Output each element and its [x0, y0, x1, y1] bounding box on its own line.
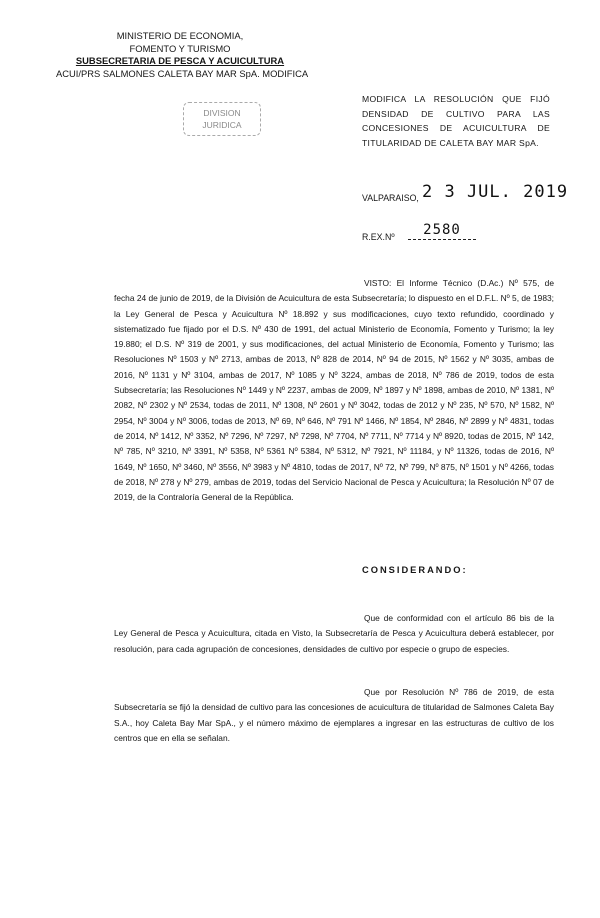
place-label: VALPARAISO, — [362, 193, 419, 203]
considerando-paragraph-1: Que de conformidad con el artículo 86 bis de la Ley General de Pesca y Acuicultura, citada en Visto, la Subsecretaría de Pesca y Acuicultura deberá establecer, por resolución, para cada agrupación de concesiones, densidades de cultivo por especie o grupo de especies. — [114, 613, 554, 654]
ministry-name: MINISTERIO DE ECONOMIA, — [116, 30, 244, 41]
date-stamp: 2 3 JUL. 2019 — [422, 182, 569, 202]
rex-label: R.EX.Nº — [362, 232, 395, 242]
considerando-paragraph-2: Que por Resolución Nº 786 de 2019, de esta Subsecretaría se fijó la densidad de cultivo para las concesiones de acuicultura de titularidad de Salmones Caleta Bay S.A., hoy Caleta Bay Mar SpA., y el número máximo de ejemplares a ingresar en las estructuras de cultivo de los centros que en ella se señalan. — [114, 687, 554, 743]
subsecretaria-name: SUBSECRETARIA DE PESCA Y ACUICULTURA — [75, 55, 285, 66]
stamp-line-2: JURIDICA — [202, 120, 242, 130]
resolution-title: MODIFICA LA RESOLUCIÓN QUE FIJÓ DENSIDAD DE CULTIVO PARA LAS CONCESIONES DE ACUICULTURA DE TITULARIDAD DE CALETA BAY MAR SpA. — [362, 94, 550, 148]
stamp-line-1: DIVISION — [203, 108, 241, 118]
reference-code: ACUI/PRS SALMONES CALETA BAY MAR SpA. MODIFICA — [56, 67, 309, 79]
division-juridica-stamp — [183, 102, 261, 150]
rex-number: 2580 — [408, 222, 476, 240]
considerando-heading: CONSIDERANDO: — [362, 565, 468, 575]
letterhead — [56, 30, 309, 80]
ministry-subtitle: FOMENTO Y TURISMO — [129, 42, 231, 54]
visto-paragraph: VISTO: El Informe Técnico (D.Ac.) Nº 575, de fecha 24 de junio de 2019, de la División de Acuicultura de esta Subsecretaría; lo dispuesto en el D.F.L. Nº 5, de 1983; la Ley General de Pesca y Acuicultura Nº 18.892 y sus modificaciones, cuyo texto refundido, coordinado y sistematizado fue fijado por el D.S. Nº 430 de 1991, del actual Ministerio de Economía, Fomento y Turismo; la ley 19.880; el D.S. Nº 319 de 2001, y sus modificaciones, del actual Ministerio de Economía, Fomento y Turismo; las Resoluciones Nº 1503 y Nº 2713, ambas de 2013, Nº 828 de 2014, Nº 94 de 2015, Nº 1562 y Nº 3035, ambas de 2016, Nº 1131 y Nº 3104, ambas de 2017, Nº 1085 y Nº 3224, ambas de 2018, Nº 786 de 2019, todos de esta Subsecretaría; las Resoluciones Nº 1449 y Nº 2237, ambas de 2009, Nº 1897 y Nº 1898, ambas de 2010, Nº 1381, Nº 2082, Nº 2302 y Nº 2534, todas de 2011, Nº 1308, Nº 2601 y Nº 3042, todas de 2012 y Nº 235, Nº 570, Nº 1582, Nº 2954, Nº 3004 y Nº 3006, todas de 2013, Nº 69, Nº 646, Nº 791 Nº 1466, Nº 1854, Nº 2846, Nº 2899 y Nº 4831, todas de 2014, Nº 1412, Nº 3352, Nº 7296, Nº 7297, Nº 7298, Nº 7704, Nº 7711, Nº 7714 y Nº 8920, todas de 2015, Nº 142, Nº 785, Nº 3210, Nº 3391, Nº 5358, Nº 5361 Nº 5384, Nº 5312, Nº 7921, Nº 11184, y Nº 11326, todas de 2016, Nº 1649, Nº 1650, Nº 3460, Nº 3556, Nº 3983 y Nº 4810, todas de 2017, Nº 72, Nº 799, Nº 875, Nº 1501 y Nº 4266, todas de 2018, Nº 278 y Nº 279, ambas de 2019, todas del Servicio Nacional de Pesca y Acuicultura; la Resolución Nº 07 de 2019, de la Contraloría General de la República. — [114, 278, 554, 503]
